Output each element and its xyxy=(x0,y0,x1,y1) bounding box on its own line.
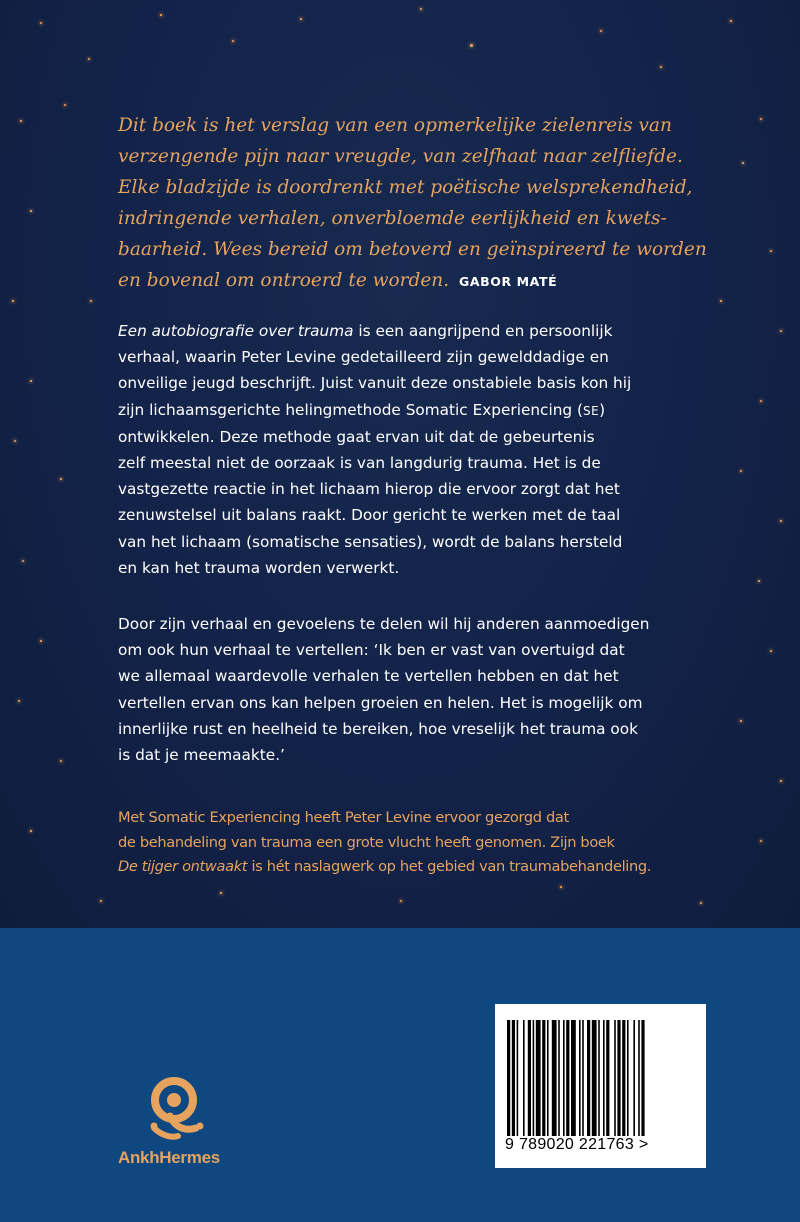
description-line: we allemaal waardevolle verhalen te vertellen hebben en dat het xyxy=(118,667,619,686)
publisher-name: AnkhHermes xyxy=(118,1148,220,1167)
star xyxy=(220,892,222,894)
closing-line: is hét naslagwerk op het gebied van traumabehandeling. xyxy=(247,858,652,875)
description-line: Door zijn verhaal en gevoelens te delen wil hij anderen aanmoedigen xyxy=(118,615,650,633)
barcode-bar xyxy=(547,1020,549,1136)
description-line: innerlijke rust en heelheid te bereiken, hoe vreselijk het trauma ook xyxy=(118,719,638,738)
star xyxy=(760,118,762,120)
star xyxy=(60,478,62,480)
star xyxy=(40,640,42,642)
star xyxy=(420,8,422,10)
description-line: en kan het trauma worden verwerkt. xyxy=(118,558,400,577)
closing-statement xyxy=(118,806,718,880)
quote-author: GABOR MATÉ xyxy=(458,274,558,289)
barcode-bar xyxy=(587,1020,590,1136)
description-line: zelf meestal niet de oorzaak is van langdurig trauma. Het is de xyxy=(118,454,601,473)
barcode-bar xyxy=(536,1020,541,1136)
description-line: is dat je meemaakte.’ xyxy=(118,746,285,765)
isbn-barcode xyxy=(495,1004,706,1168)
star xyxy=(780,520,782,522)
star xyxy=(40,22,42,24)
book-title-italic: Een autobiografie over trauma xyxy=(118,322,354,340)
isbn-number: 9 789020 221763 > xyxy=(505,1136,649,1153)
barcode-bar xyxy=(512,1020,515,1136)
barcode-bar xyxy=(507,1020,510,1136)
description-line: ontwikkelen. Deze methode gaat ervan uit dat de gebeurtenis xyxy=(118,427,595,446)
star xyxy=(780,330,782,332)
description-line: vertellen ervan ons kan helpen groeien en helen. Het is mogelijk om xyxy=(118,693,643,712)
star xyxy=(160,14,162,16)
barcode-bar xyxy=(523,1020,525,1136)
closing-line: Met Somatic Experiencing heeft Peter Levine ervoor gezorgd dat xyxy=(118,809,569,826)
star xyxy=(760,400,762,402)
star xyxy=(730,20,732,22)
star xyxy=(88,58,90,60)
star xyxy=(740,470,742,472)
barcode-bar xyxy=(582,1020,584,1136)
barcode-bar xyxy=(542,1020,545,1136)
star xyxy=(770,250,772,252)
star xyxy=(758,580,760,582)
description-line: om ook hun verhaal te vertellen: ‘Ik ben er vast van overtuigd dat xyxy=(118,641,625,660)
star xyxy=(740,720,742,722)
star xyxy=(560,886,562,888)
star xyxy=(470,44,473,47)
description-line: zijn lichaamsgerichte helingmethode Somatic Experiencing ( xyxy=(118,400,583,419)
barcode-bar xyxy=(533,1020,535,1136)
ankhhermes-logo-icon xyxy=(144,1076,214,1148)
star xyxy=(770,650,772,652)
description-line: is een aangrijpend en persoonlijk xyxy=(353,322,613,340)
star xyxy=(400,900,402,902)
barcode-bar xyxy=(603,1020,605,1136)
barcode-bar xyxy=(528,1020,531,1136)
star xyxy=(90,300,92,302)
barcode-bars xyxy=(507,1020,693,1136)
star xyxy=(30,830,32,832)
quote-line: indringende verhalen, onverbloemde eerlijkheid en kwets- xyxy=(118,208,667,229)
barcode-bar xyxy=(606,1020,609,1136)
star xyxy=(64,104,66,106)
description-paragraph-2 xyxy=(118,611,718,768)
barcode-bar xyxy=(598,1020,600,1136)
barcode-bar xyxy=(617,1020,620,1136)
barcode-bar xyxy=(622,1020,625,1136)
barcode-bar xyxy=(638,1020,640,1136)
star xyxy=(300,18,302,20)
star xyxy=(60,760,62,762)
quote-line: en bovenal om ontroerd te worden. xyxy=(118,270,450,291)
barcode-bar xyxy=(563,1020,565,1136)
star xyxy=(720,300,722,302)
description-line: van het lichaam (somatische sensaties), wordt de balans hersteld xyxy=(118,532,623,551)
star xyxy=(18,700,20,702)
barcode-bar xyxy=(633,1020,635,1136)
star xyxy=(22,560,24,562)
barcode-bar xyxy=(592,1020,597,1136)
barcode-bar xyxy=(641,1020,644,1136)
star xyxy=(780,780,782,782)
star xyxy=(600,30,602,32)
barcode-bar xyxy=(579,1020,581,1136)
description-line: zenuwstelsel uit balans raakt. Door gericht te werken met de taal xyxy=(118,506,621,525)
star xyxy=(30,380,32,382)
closing-line: de behandeling van trauma een grote vlucht heeft genomen. Zijn boek xyxy=(118,833,615,851)
description-line: verhaal, waarin Peter Levine gedetailleerd zijn gewelddadige en xyxy=(118,348,609,367)
star xyxy=(100,900,102,902)
star xyxy=(700,902,702,904)
star xyxy=(30,210,32,212)
publisher-logo xyxy=(118,1074,238,1174)
star xyxy=(660,66,662,68)
barcode-bar xyxy=(614,1020,616,1136)
endorsement-quote xyxy=(118,110,718,297)
barcode-bar xyxy=(566,1020,569,1136)
barcode-bar xyxy=(627,1020,629,1136)
description-line: ) xyxy=(599,400,606,419)
barcode-bar xyxy=(552,1020,557,1136)
star xyxy=(760,840,762,842)
star xyxy=(232,40,234,42)
barcode-bar xyxy=(558,1020,560,1136)
description-line: vastgezette reactie in het lichaam hierop die ervoor zorgt dat het xyxy=(118,480,620,499)
description-paragraph-1 xyxy=(118,318,718,581)
barcode-bar xyxy=(517,1020,519,1136)
quote-line: Elke bladzijde is doordrenkt met poëtische welsprekendheid, xyxy=(118,177,693,198)
star xyxy=(12,300,14,302)
star xyxy=(742,162,744,164)
quote-line: baarheid. Wees bereid om betoverd en geïnspireerd te worden xyxy=(118,239,707,260)
quote-line: verzengende pijn naar vreugde, van zelfhaat naar zelfliefde. xyxy=(118,146,683,167)
star xyxy=(20,120,22,122)
quote-line: Dit boek is het verslag van een opmerkelijke zielenreis van xyxy=(118,115,672,136)
star xyxy=(14,440,16,442)
se-abbreviation: SE xyxy=(582,403,600,418)
description-line: onveilige jeugd beschrijft. Juist vanuit deze onstabiele basis kon hij xyxy=(118,374,632,393)
referenced-book-title: De tijger ontwaakt xyxy=(118,858,248,875)
barcode-bar xyxy=(571,1020,576,1136)
